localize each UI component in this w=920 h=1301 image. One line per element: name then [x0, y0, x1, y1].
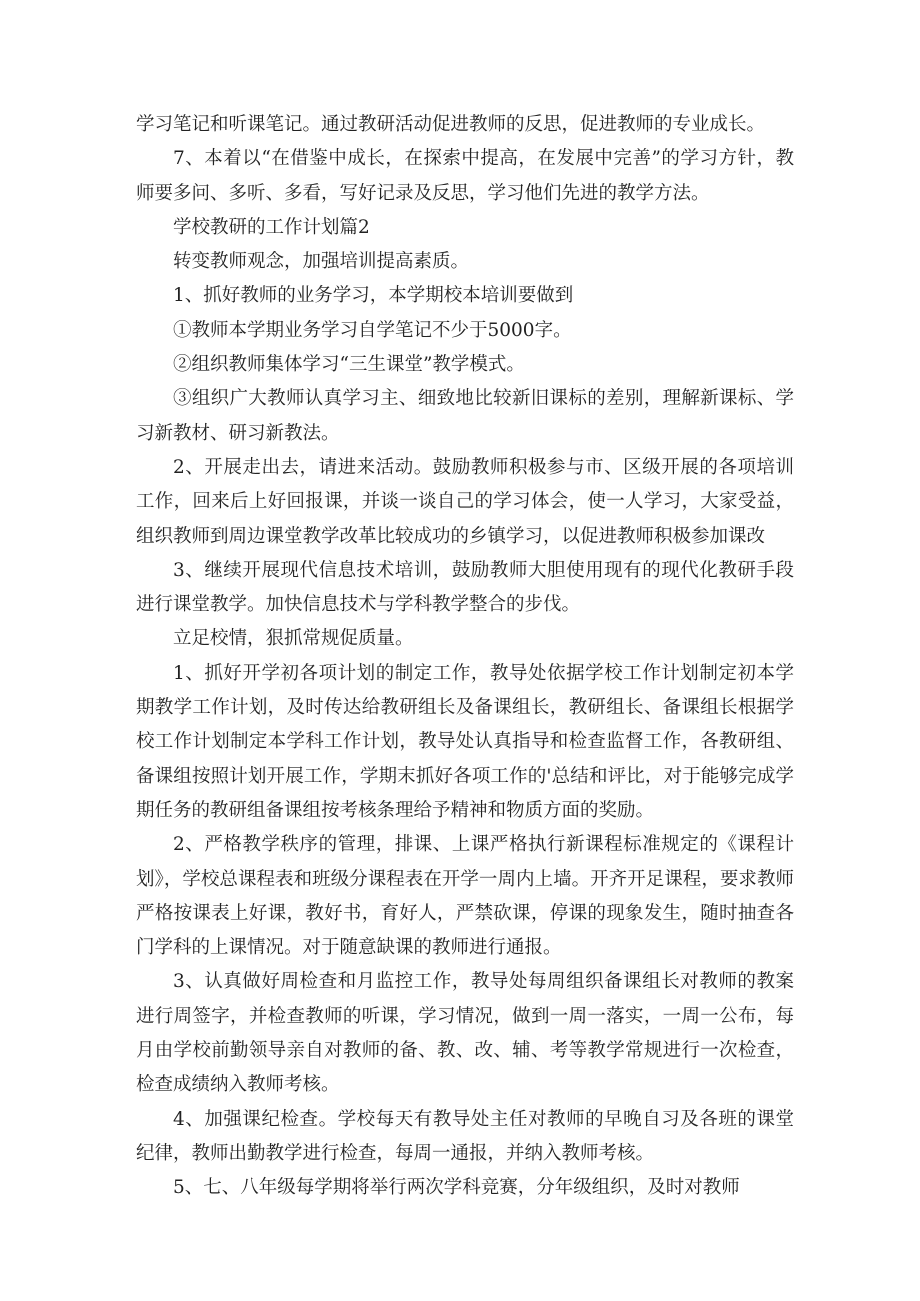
- paragraph-2: 7、本着以“在借鉴中成长，在探索中提高，在发展中完善”的学习方针，教师要多问、多听、多看，写好记录及反思，学习他们先进的教学方法。: [136, 148, 794, 204]
- paragraph-1: 学习笔记和听课笔记。通过教研活动促进教师的反思，促进教师的专业成长。: [136, 114, 766, 135]
- section-heading: 学校教研的工作计划篇2: [173, 216, 370, 238]
- paragraph-10: 3、继续开展现代信息技术培训，鼓励教师大胆使用现有的现代化教研手段进行课堂教学。加快信息技术与学科教学整合的步伐。: [136, 559, 794, 616]
- paragraph-14: 3、认真做好周检查和月监控工作，教导处每周组织备课组长对教师的教案进行周签字，并检查教师的听课，学习情况，做到一周一落实，一周一公布，每月由学校前勤领导亲自对教师的备、教、改、辅、考等教学常规进行一次检查，检查成绩纳入教师考核。: [136, 971, 794, 1096]
- paragraph-11: 立足校情，狠抓常规促质量。: [173, 628, 414, 650]
- paragraph-12: 1、抓好开学初各项计划的制定工作，教导处依据学校工作计划制定初本学期教学工作计划，及时传达给教研组长及备课组长，教研组长、备课组长根据学校工作计划制定本学科工作计划，教导处认真指导和检查监督工作，各教研组、备课组按照计划开展工作，学期末抓好各项工作的'总结和评比，对于能够完成学期任务的教研组备课组按考核条理给予精神和物质方面的奖励。: [136, 662, 794, 821]
- paragraph-16: 5、七、八年级每学期将举行两次学科竞赛，分年级组织，及时对教师: [173, 1177, 740, 1199]
- paragraph-13: 2、严格教学秩序的管理，排课、上课严格执行新课程标准规定的《课程计划》，学校总课程表和班级分课程表在开学一周内上墙。开齐开足课程，要求教师严格按课表上好课，教好书，育好人，严禁砍课，停课的现象发生，随时抽查各门学科的上课情况。对于随意缺课的教师进行通报。: [136, 834, 794, 959]
- paragraph-9: 2、开展走出去，请进来活动。鼓励教师积极参与市、区级开展的各项培训工作，回来后上好回报课，并谈一谈自己的学习体会，使一人学习，大家受益，组织教师到周边课堂教学改革比较成功的乡镇学习，以促进教师积极参加课改: [136, 456, 794, 547]
- paragraph-5: 1、抓好教师的业务学习，本学期校本培训要做到: [173, 285, 574, 307]
- paragraph-4: 转变教师观念，加强培训提高素质。: [173, 251, 470, 273]
- paragraph-6: ①教师本学期业务学习自学笔记不少于5000字。: [173, 319, 572, 341]
- paragraph-15: 4、加强课纪检查。学校每天有教导处主任对教师的早晚自习及各班的课堂纪律，教师出勤教学进行检查，每周一通报，并纳入教师考核。: [136, 1108, 794, 1164]
- paragraph-8: ③组织广大教师认真学习主、细致地比较新旧课标的差别，理解新课标、学习新教材、研习新教法。: [136, 388, 794, 444]
- paragraph-7: ②组织教师集体学习“三生课堂”教学模式。: [173, 354, 525, 376]
